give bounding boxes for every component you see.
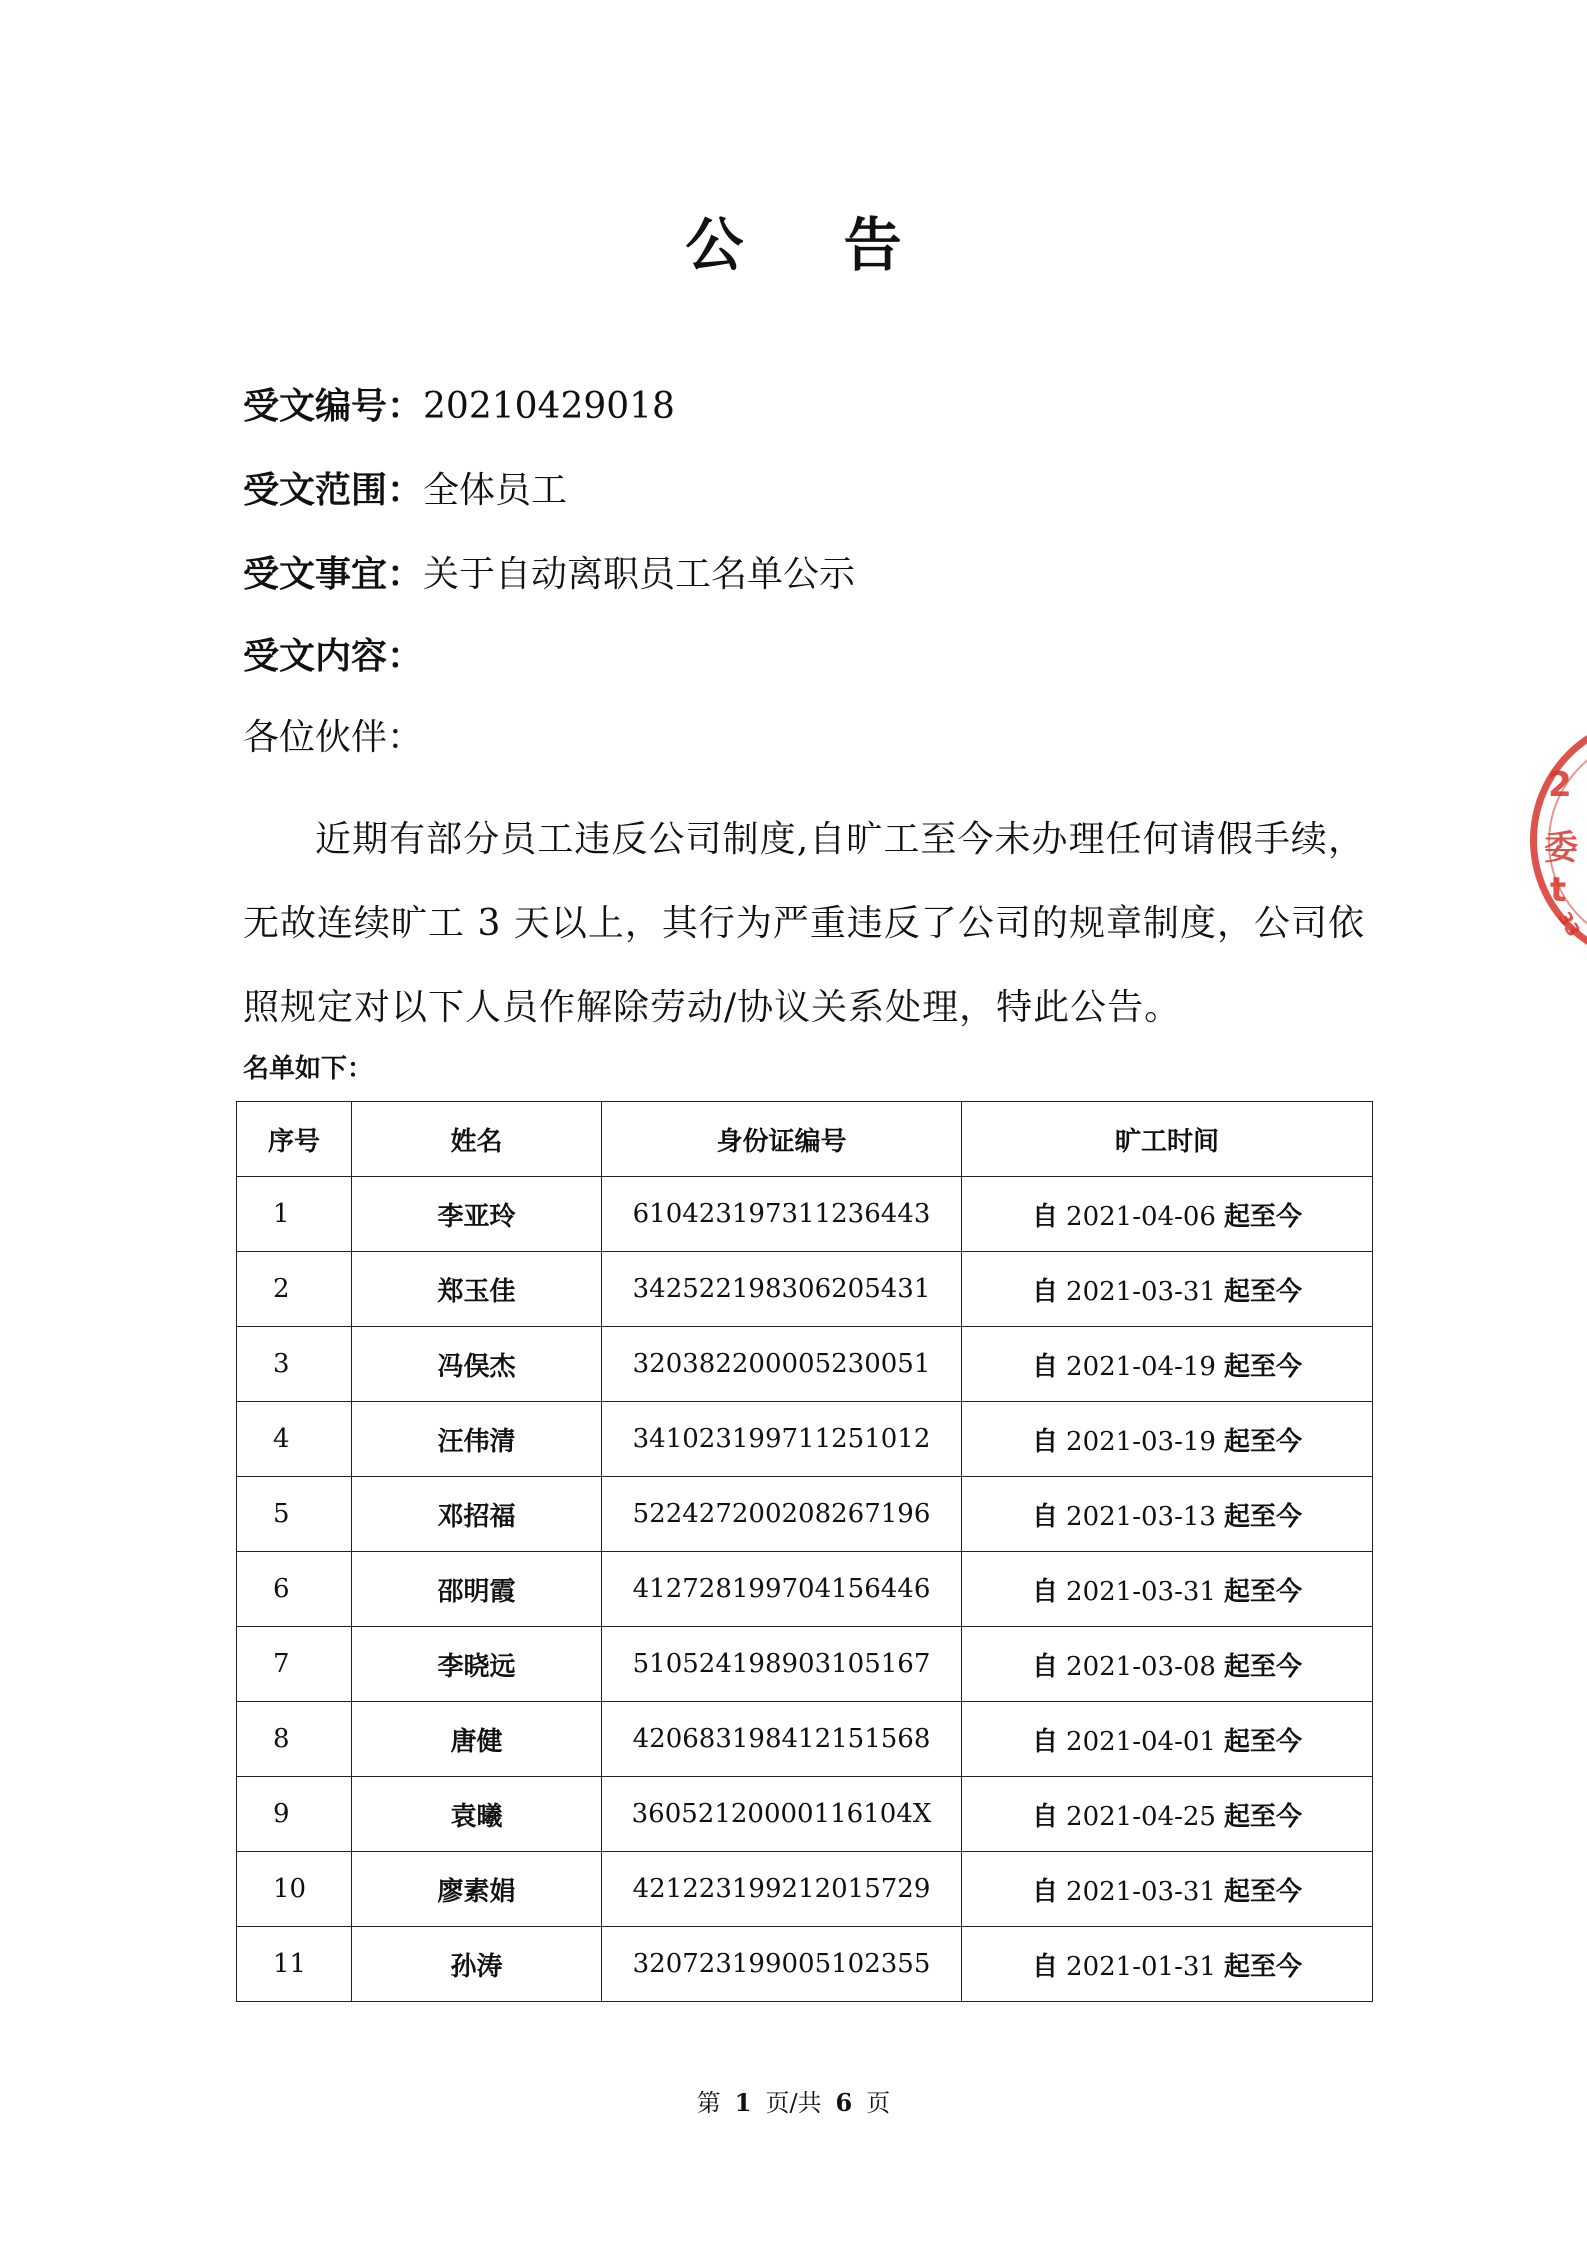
row-absence-time — [962, 1477, 1373, 1552]
header-index: 序号 — [237, 1102, 352, 1177]
table-header-row — [237, 1102, 1373, 1177]
reference-number-line — [243, 385, 675, 429]
table-row — [237, 1927, 1373, 2002]
absence-date: 2021-04-01 — [1066, 1726, 1216, 1757]
row-index: 6 — [237, 1552, 352, 1627]
table-body — [237, 1177, 1373, 2002]
table-row — [237, 1702, 1373, 1777]
row-absence-time — [962, 1252, 1373, 1327]
greeting: 各位伙伴： — [243, 717, 424, 758]
scope-label: 受文范围： — [243, 470, 424, 511]
row-index: 9 — [237, 1777, 352, 1852]
absence-prefix: 自 — [1032, 1201, 1059, 1232]
subject-label: 受文事宜： — [243, 554, 424, 595]
absence-suffix: 起至今 — [1223, 1501, 1302, 1532]
absence-suffix: 起至今 — [1223, 1801, 1302, 1832]
page-total: 6 — [835, 2088, 853, 2117]
table-row — [237, 1477, 1373, 1552]
row-name: 唐健 — [352, 1702, 602, 1777]
absence-prefix: 自 — [1032, 1501, 1059, 1532]
absence-prefix: 自 — [1032, 1276, 1059, 1307]
row-absence-time — [962, 1402, 1373, 1477]
row-index: 7 — [237, 1627, 352, 1702]
absence-prefix: 自 — [1032, 1351, 1059, 1382]
row-name: 李亚玲 — [352, 1177, 602, 1252]
row-id-number: 36052120000116104X — [602, 1777, 962, 1852]
page-footer — [0, 2083, 1587, 2118]
row-name: 孙涛 — [352, 1927, 602, 2002]
table-row — [237, 1327, 1373, 1402]
absence-date: 2021-03-31 — [1066, 1576, 1216, 1607]
absence-suffix: 起至今 — [1223, 1726, 1302, 1757]
header-absence-time: 旷工时间 — [962, 1102, 1373, 1177]
row-absence-time — [962, 1327, 1373, 1402]
absence-date: 2021-04-06 — [1066, 1201, 1216, 1232]
subject-line — [243, 553, 855, 597]
table-row — [237, 1252, 1373, 1327]
row-id-number: 412728199704156446 — [602, 1552, 962, 1627]
absence-prefix: 自 — [1032, 1576, 1059, 1607]
table-row — [237, 1852, 1373, 1927]
absence-prefix: 自 — [1032, 1801, 1059, 1832]
table-row — [237, 1402, 1373, 1477]
list-heading: 名单如下： — [243, 1054, 374, 1084]
row-index: 5 — [237, 1477, 352, 1552]
absence-suffix: 起至今 — [1223, 1351, 1302, 1382]
row-absence-time — [962, 1777, 1373, 1852]
absence-suffix: 起至今 — [1223, 1276, 1302, 1307]
absence-date: 2021-03-08 — [1066, 1651, 1216, 1682]
row-index: 8 — [237, 1702, 352, 1777]
absence-date: 2021-03-31 — [1066, 1276, 1216, 1307]
row-name: 邓招福 — [352, 1477, 602, 1552]
body-paragraph: 近期有部分员工违反公司制度,自旷工至今未办理任何请假手续，无故连续旷工 3 天以上，其行为严重违反了公司的规章制度，公司依照规定对以下人员作解除劳动/协议关系处理，特此公告。 — [243, 819, 1365, 1028]
row-index: 10 — [237, 1852, 352, 1927]
table-row — [237, 1627, 1373, 1702]
absence-date: 2021-03-19 — [1066, 1426, 1216, 1457]
scope-line — [243, 469, 567, 513]
row-id-number: 341023199711251012 — [602, 1402, 962, 1477]
row-absence-time — [962, 1552, 1373, 1627]
absence-date: 2021-03-31 — [1066, 1876, 1216, 1907]
row-index: 11 — [237, 1927, 352, 2002]
seal-glyph: 委 — [1544, 828, 1578, 868]
absence-suffix: 起至今 — [1223, 1201, 1302, 1232]
seal-glyph: t — [1550, 870, 1567, 910]
absence-date: 2021-03-13 — [1066, 1501, 1216, 1532]
row-absence-time — [962, 1177, 1373, 1252]
absence-suffix: 起至今 — [1223, 1651, 1302, 1682]
row-id-number: 342522198306205431 — [602, 1252, 962, 1327]
header-id-number: 身份证编号 — [602, 1102, 962, 1177]
row-name: 冯俣杰 — [352, 1327, 602, 1402]
absence-date: 2021-01-31 — [1066, 1951, 1216, 1982]
row-id-number: 320382200005230051 — [602, 1327, 962, 1402]
row-name: 袁曦 — [352, 1777, 602, 1852]
row-name: 汪伟清 — [352, 1402, 602, 1477]
content-label: 受文内容： — [243, 636, 424, 677]
row-name: 邵明霞 — [352, 1552, 602, 1627]
row-index: 4 — [237, 1402, 352, 1477]
page-prefix: 第 — [696, 2089, 721, 2117]
absence-suffix: 起至今 — [1223, 1426, 1302, 1457]
row-absence-time — [962, 1702, 1373, 1777]
absence-suffix: 起至今 — [1223, 1576, 1302, 1607]
absence-suffix: 起至今 — [1223, 1951, 1302, 1982]
row-absence-time — [962, 1627, 1373, 1702]
row-id-number: 522427200208267196 — [602, 1477, 962, 1552]
document-title: 公 告 — [685, 211, 942, 279]
row-id-number: 510524198903105167 — [602, 1627, 962, 1702]
absence-prefix: 自 — [1032, 1426, 1059, 1457]
page-current: 1 — [734, 2088, 752, 2117]
header-name: 姓名 — [352, 1102, 602, 1177]
reference-number-value: 20210429018 — [423, 386, 675, 427]
row-id-number: 420683198412151568 — [602, 1702, 962, 1777]
reference-number-label: 受文编号： — [243, 386, 424, 427]
row-id-number: 610423197311236443 — [602, 1177, 962, 1252]
dismissal-table — [236, 1101, 1373, 2002]
seal-glyph: 33 — [1553, 908, 1584, 941]
row-name: 廖素娟 — [352, 1852, 602, 1927]
row-id-number: 320723199005102355 — [602, 1927, 962, 2002]
subject-value: 关于自动离职员工名单公示 — [423, 554, 856, 595]
absence-prefix: 自 — [1032, 1876, 1059, 1907]
absence-suffix: 起至今 — [1223, 1876, 1302, 1907]
absence-date: 2021-04-25 — [1066, 1801, 1216, 1832]
row-name: 郑玉佳 — [352, 1252, 602, 1327]
row-id-number: 421223199212015729 — [602, 1852, 962, 1927]
row-index: 2 — [237, 1252, 352, 1327]
page-suffix: 页 — [866, 2089, 891, 2117]
seal-glyph: 2 — [1548, 765, 1572, 805]
page-middle: 页/共 — [765, 2089, 822, 2117]
row-index: 1 — [237, 1177, 352, 1252]
table-row — [237, 1177, 1373, 1252]
row-absence-time — [962, 1852, 1373, 1927]
table-row — [237, 1552, 1373, 1627]
absence-date: 2021-04-19 — [1066, 1351, 1216, 1382]
content-line — [243, 635, 423, 679]
scope-value: 全体员工 — [423, 470, 568, 511]
table-row — [237, 1777, 1373, 1852]
absence-prefix: 自 — [1032, 1726, 1059, 1757]
absence-prefix: 自 — [1032, 1951, 1059, 1982]
row-absence-time — [962, 1927, 1373, 2002]
row-index: 3 — [237, 1327, 352, 1402]
absence-prefix: 自 — [1032, 1651, 1059, 1682]
row-name: 李晓远 — [352, 1627, 602, 1702]
